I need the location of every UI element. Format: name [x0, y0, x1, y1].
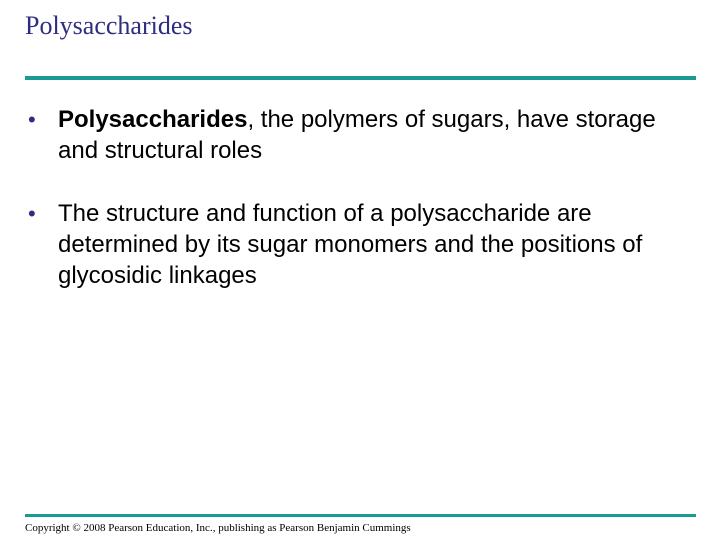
slide-title: Polysaccharides [25, 11, 193, 40]
footer-divider [25, 514, 696, 517]
bullet-marker: • [28, 201, 36, 226]
bullet-term: Polysaccharides [58, 106, 248, 133]
bullet-text: , the polymers of sugars, have storage and structural roles [58, 106, 656, 164]
title-divider [25, 76, 696, 80]
bullet-list [28, 104, 698, 323]
copyright-notice: Copyright © 2008 Pearson Education, Inc., publishing as Pearson Benjamin Cummings [25, 522, 411, 534]
bullet-item [28, 198, 698, 291]
bullet-item [28, 104, 698, 166]
bullet-marker: • [28, 107, 36, 132]
bullet-text: The structure and function of a polysaccharide are determined by its sugar monomers and the positions of glycosidic linkages [58, 200, 643, 289]
